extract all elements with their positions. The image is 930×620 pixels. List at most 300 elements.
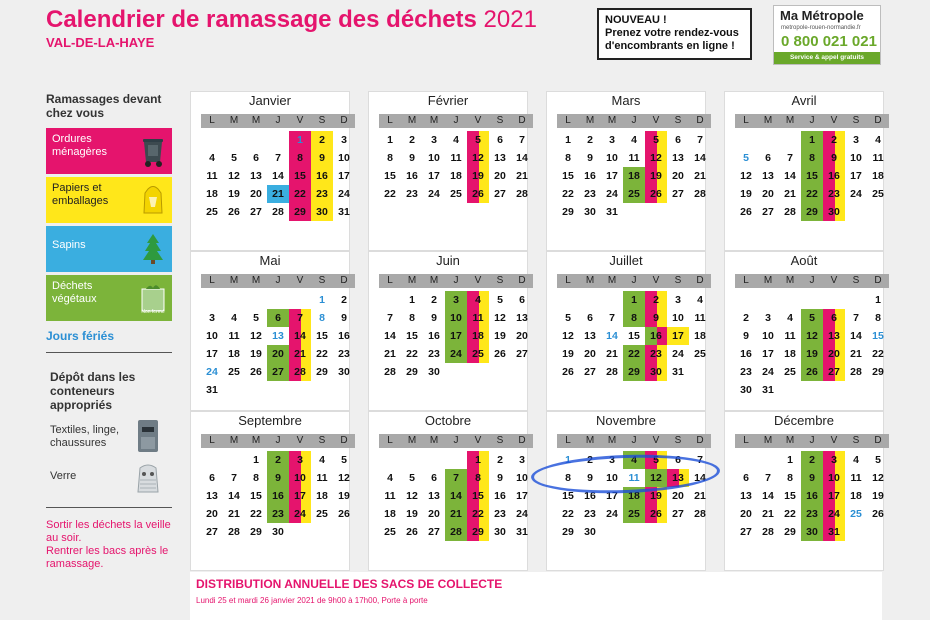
weekday-label: S bbox=[318, 275, 326, 286]
day-cell: 2 bbox=[409, 134, 415, 146]
day-cell: 9 bbox=[587, 152, 593, 164]
day-cell: 17 bbox=[606, 170, 618, 182]
weekday-label: L bbox=[387, 435, 393, 446]
day-cell: 20 bbox=[740, 508, 752, 520]
weekday-label: M bbox=[229, 115, 239, 126]
weekday-label: D bbox=[518, 435, 526, 446]
weekday-label: J bbox=[631, 275, 637, 286]
day-cell: 14 bbox=[228, 490, 240, 502]
day-cell: 11 bbox=[628, 472, 640, 484]
day-cell: 16 bbox=[801, 487, 823, 505]
day-cell: 22 bbox=[872, 348, 884, 360]
day-cell: 12 bbox=[338, 472, 350, 484]
day-cell: 9 bbox=[823, 149, 845, 167]
logo-tagline: Service & appel gratuits bbox=[774, 52, 880, 64]
weekday-label: J bbox=[453, 115, 459, 126]
day-cell: 2 bbox=[341, 294, 347, 306]
day-cell: 20 bbox=[516, 330, 528, 342]
day-cell: 18 bbox=[450, 170, 462, 182]
day-cell: 18 bbox=[784, 348, 796, 360]
day-cell: 14 bbox=[762, 490, 774, 502]
day-cell: 12 bbox=[801, 327, 823, 345]
day-cell: 2 bbox=[497, 454, 503, 466]
weekday-label: D bbox=[340, 115, 348, 126]
day-cell: 2 bbox=[801, 451, 823, 469]
tip-evening: Sortir les déchets la veille au soir. bbox=[46, 519, 171, 544]
month-name: Août bbox=[790, 253, 818, 268]
day-cell: 30 bbox=[801, 523, 823, 541]
day-cell: 12 bbox=[645, 469, 667, 487]
day-cell: 3 bbox=[341, 134, 347, 146]
online-booking-notice bbox=[597, 8, 752, 60]
day-cell: 27 bbox=[672, 508, 684, 520]
glass-container-icon bbox=[134, 462, 162, 496]
day-cell: 26 bbox=[494, 348, 506, 360]
day-cell: 25 bbox=[623, 505, 645, 523]
day-cell: 13 bbox=[206, 490, 218, 502]
weekday-label: J bbox=[631, 115, 637, 126]
day-cell: 4 bbox=[453, 134, 459, 146]
divider bbox=[46, 507, 172, 508]
weekday-label: V bbox=[474, 435, 482, 446]
weekday-label: J bbox=[453, 275, 459, 286]
day-cell: 23 bbox=[406, 188, 418, 200]
day-cell: 30 bbox=[823, 203, 845, 221]
day-cell: 2 bbox=[823, 131, 845, 149]
day-cell: 23 bbox=[311, 185, 333, 203]
day-cell: 14 bbox=[445, 487, 467, 505]
day-cell: 29 bbox=[562, 526, 574, 538]
day-cell: 29 bbox=[801, 203, 823, 221]
month-name: Mai bbox=[259, 253, 281, 268]
day-cell: 26 bbox=[562, 366, 574, 378]
weekday-label: V bbox=[652, 115, 660, 126]
weekday-label: J bbox=[631, 435, 637, 446]
day-cell: 26 bbox=[228, 206, 240, 218]
day-cell: 31 bbox=[606, 206, 618, 218]
day-cell: 26 bbox=[645, 505, 667, 523]
day-cell: 8 bbox=[319, 312, 325, 324]
weekday-label: M bbox=[407, 115, 417, 126]
day-cell: 23 bbox=[645, 345, 667, 363]
day-cell: 5 bbox=[409, 472, 415, 484]
day-cell: 3 bbox=[823, 451, 845, 469]
page-title: Calendrier de ramassage des déchets 2021 bbox=[46, 6, 537, 33]
day-cell: 10 bbox=[606, 152, 618, 164]
month-6 bbox=[546, 251, 706, 411]
day-cell: 27 bbox=[762, 206, 774, 218]
day-cell: 3 bbox=[609, 454, 615, 466]
day-cell: 6 bbox=[519, 294, 525, 306]
day-cell: 5 bbox=[253, 312, 259, 324]
month-1 bbox=[368, 91, 528, 251]
day-cell: 18 bbox=[623, 167, 645, 185]
day-cell: 24 bbox=[850, 188, 862, 200]
legend-dechets-vegetaux bbox=[46, 275, 172, 321]
commune-name: VAL-DE-LA-HAYE bbox=[46, 35, 155, 50]
day-cell: 10 bbox=[823, 469, 845, 487]
day-cell: 21 bbox=[606, 348, 618, 360]
day-cell: 22 bbox=[467, 505, 489, 523]
weekday-label: D bbox=[874, 115, 882, 126]
day-cell: 23 bbox=[823, 185, 845, 203]
day-cell: 16 bbox=[584, 490, 596, 502]
metropole-logo bbox=[773, 5, 881, 65]
weekday-label: S bbox=[852, 115, 860, 126]
day-cell: 16 bbox=[406, 170, 418, 182]
day-cell: 29 bbox=[406, 366, 418, 378]
day-cell: 25 bbox=[316, 508, 328, 520]
day-cell: 19 bbox=[250, 348, 262, 360]
day-cell: 6 bbox=[765, 152, 771, 164]
day-cell: 31 bbox=[823, 523, 845, 541]
day-cell: 26 bbox=[406, 526, 418, 538]
day-cell: 1 bbox=[289, 131, 311, 149]
weekday-label: S bbox=[852, 275, 860, 286]
day-cell: 21 bbox=[267, 185, 289, 203]
day-cell: 2 bbox=[267, 451, 289, 469]
weekday-label: D bbox=[696, 435, 704, 446]
day-cell: 30 bbox=[272, 526, 284, 538]
day-cell: 26 bbox=[250, 366, 262, 378]
day-cell: 10 bbox=[289, 469, 311, 487]
day-cell: 2 bbox=[587, 134, 593, 146]
day-cell: 29 bbox=[623, 363, 645, 381]
day-cell: 27 bbox=[206, 526, 218, 538]
weekday-label: M bbox=[763, 275, 773, 286]
day-cell: 4 bbox=[787, 312, 793, 324]
day-cell: 5 bbox=[497, 294, 503, 306]
day-cell: 15 bbox=[250, 490, 262, 502]
day-cell: 17 bbox=[338, 170, 350, 182]
day-cell: 17 bbox=[606, 490, 618, 502]
day-cell: 8 bbox=[801, 149, 823, 167]
day-cell: 3 bbox=[289, 451, 311, 469]
collection-tips bbox=[46, 519, 171, 571]
day-cell: 6 bbox=[253, 152, 259, 164]
day-cell: 3 bbox=[853, 134, 859, 146]
day-cell: 10 bbox=[516, 472, 528, 484]
day-cell: 6 bbox=[267, 309, 289, 327]
day-cell: 6 bbox=[675, 454, 681, 466]
weekday-label: L bbox=[743, 115, 749, 126]
day-cell: 18 bbox=[623, 487, 645, 505]
day-cell: 13 bbox=[667, 469, 689, 487]
day-cell: 26 bbox=[467, 185, 489, 203]
day-cell: 9 bbox=[497, 472, 503, 484]
day-cell: 24 bbox=[516, 508, 528, 520]
legend-label: Ordures ménagères bbox=[52, 133, 108, 158]
month-11 bbox=[724, 411, 884, 571]
day-cell: 8 bbox=[565, 152, 571, 164]
month-0 bbox=[190, 91, 350, 251]
day-cell: 11 bbox=[384, 490, 396, 502]
day-cell: 16 bbox=[740, 348, 752, 360]
day-cell: 1 bbox=[467, 451, 489, 469]
month-name: Avril bbox=[791, 93, 817, 108]
day-cell: 27 bbox=[584, 366, 596, 378]
day-cell: 3 bbox=[675, 294, 681, 306]
day-cell: 31 bbox=[762, 384, 774, 396]
notice-text: Prenez votre rendez-vous d'encombrants en ligne ! bbox=[605, 27, 739, 52]
day-cell: 17 bbox=[289, 487, 311, 505]
day-cell: 4 bbox=[387, 472, 393, 484]
day-cell: 16 bbox=[311, 167, 333, 185]
day-cell: 13 bbox=[762, 170, 774, 182]
day-cell: 1 bbox=[875, 294, 881, 306]
day-cell: 11 bbox=[784, 330, 796, 342]
day-cell: 13 bbox=[516, 312, 528, 324]
day-cell: 22 bbox=[250, 508, 262, 520]
day-cell: 7 bbox=[853, 312, 859, 324]
depot-textiles: Textiles, linge, chaussures bbox=[50, 424, 120, 449]
day-cell: 9 bbox=[341, 312, 347, 324]
weekday-label: J bbox=[275, 115, 281, 126]
day-cell: 17 bbox=[206, 348, 218, 360]
day-cell: 13 bbox=[250, 170, 262, 182]
depot-verre: Verre bbox=[50, 470, 77, 482]
day-cell: 16 bbox=[428, 330, 440, 342]
day-cell: 23 bbox=[428, 348, 440, 360]
day-cell: 5 bbox=[467, 131, 489, 149]
day-cell: 17 bbox=[850, 170, 862, 182]
notice-label: NOUVEAU ! bbox=[605, 14, 667, 26]
day-cell: 28 bbox=[694, 188, 706, 200]
day-cell: 24 bbox=[445, 345, 467, 363]
weekday-label: S bbox=[318, 435, 326, 446]
day-cell: 3 bbox=[209, 312, 215, 324]
day-cell: 7 bbox=[787, 152, 793, 164]
day-cell: 6 bbox=[675, 134, 681, 146]
day-cell: 8 bbox=[253, 472, 259, 484]
day-cell: 11 bbox=[228, 330, 240, 342]
day-cell: 10 bbox=[606, 472, 618, 484]
weekday-label: L bbox=[743, 435, 749, 446]
day-cell: 19 bbox=[740, 188, 752, 200]
day-cell: 15 bbox=[316, 330, 328, 342]
month-7 bbox=[724, 251, 884, 411]
day-cell: 9 bbox=[267, 469, 289, 487]
day-cell: 13 bbox=[823, 327, 845, 345]
day-cell: 30 bbox=[740, 384, 752, 396]
day-cell: 22 bbox=[406, 348, 418, 360]
day-cell: 15 bbox=[384, 170, 396, 182]
day-cell: 16 bbox=[584, 170, 596, 182]
day-cell: 22 bbox=[562, 188, 574, 200]
day-cell: 21 bbox=[694, 170, 706, 182]
day-cell: 16 bbox=[267, 487, 289, 505]
day-cell: 5 bbox=[875, 454, 881, 466]
weekday-label: D bbox=[518, 115, 526, 126]
day-cell: 27 bbox=[267, 363, 289, 381]
month-name: Janvier bbox=[249, 93, 291, 108]
weekday-label: M bbox=[607, 435, 617, 446]
weekday-label: L bbox=[209, 115, 215, 126]
day-cell: 5 bbox=[341, 454, 347, 466]
day-cell: 4 bbox=[623, 451, 645, 469]
day-cell: 16 bbox=[823, 167, 845, 185]
day-cell: 19 bbox=[494, 330, 506, 342]
weekday-label: V bbox=[474, 275, 482, 286]
day-cell: 16 bbox=[494, 490, 506, 502]
day-cell: 25 bbox=[694, 348, 706, 360]
weekday-label: J bbox=[275, 435, 281, 446]
month-5 bbox=[368, 251, 528, 411]
day-cell: 20 bbox=[428, 508, 440, 520]
day-cell: 30 bbox=[494, 526, 506, 538]
day-cell: 10 bbox=[762, 330, 774, 342]
day-cell: 8 bbox=[875, 312, 881, 324]
day-cell: 19 bbox=[562, 348, 574, 360]
textile-container-icon bbox=[137, 419, 159, 453]
day-cell: 18 bbox=[384, 508, 396, 520]
day-cell: 2 bbox=[645, 291, 667, 309]
day-cell: 11 bbox=[450, 152, 462, 164]
weekday-label: L bbox=[387, 115, 393, 126]
day-cell: 11 bbox=[850, 472, 862, 484]
day-cell: 27 bbox=[250, 206, 262, 218]
legend-jours-feries: Jours fériés bbox=[46, 329, 115, 343]
day-cell: 4 bbox=[231, 312, 237, 324]
legend-label: Sapins bbox=[52, 239, 86, 251]
non-ferme-label: Non fermé bbox=[141, 309, 165, 315]
day-cell: 15 bbox=[289, 167, 311, 185]
weekday-label: M bbox=[407, 435, 417, 446]
depot-title: Dépôt dans les conteneurs appropriés bbox=[50, 370, 136, 412]
day-cell: 25 bbox=[206, 206, 218, 218]
day-cell: 3 bbox=[431, 134, 437, 146]
page-header bbox=[46, 6, 537, 50]
day-cell: 5 bbox=[801, 309, 823, 327]
day-cell: 7 bbox=[231, 472, 237, 484]
weekday-label: V bbox=[830, 115, 838, 126]
day-cell: 11 bbox=[316, 472, 328, 484]
day-cell: 6 bbox=[209, 472, 215, 484]
day-cell: 1 bbox=[319, 294, 325, 306]
day-cell: 8 bbox=[565, 472, 571, 484]
legend-title: Ramassages devant chez vous bbox=[46, 92, 162, 120]
day-cell: 8 bbox=[467, 469, 489, 487]
day-cell: 21 bbox=[384, 348, 396, 360]
day-cell: 2 bbox=[311, 131, 333, 149]
day-cell: 17 bbox=[516, 490, 528, 502]
day-cell: 26 bbox=[801, 363, 823, 381]
day-cell: 22 bbox=[316, 348, 328, 360]
day-cell: 13 bbox=[584, 330, 596, 342]
weekday-label: D bbox=[874, 275, 882, 286]
weekday-label: V bbox=[830, 435, 838, 446]
day-cell: 15 bbox=[406, 330, 418, 342]
day-cell: 10 bbox=[672, 312, 684, 324]
day-cell: 9 bbox=[311, 149, 333, 167]
day-cell: 17 bbox=[428, 170, 440, 182]
month-name: Février bbox=[427, 93, 469, 108]
day-cell: 31 bbox=[516, 526, 528, 538]
day-cell: 23 bbox=[267, 505, 289, 523]
day-cell: 13 bbox=[740, 490, 752, 502]
day-cell: 19 bbox=[645, 487, 667, 505]
day-cell: 7 bbox=[765, 472, 771, 484]
day-cell: 23 bbox=[584, 508, 596, 520]
day-cell: 27 bbox=[823, 363, 845, 381]
day-cell: 12 bbox=[406, 490, 418, 502]
weekday-label: M bbox=[251, 115, 261, 126]
day-cell: 14 bbox=[784, 170, 796, 182]
day-cell: 29 bbox=[872, 366, 884, 378]
legend-papiers-emballages bbox=[46, 177, 172, 223]
day-cell: 28 bbox=[272, 206, 284, 218]
day-cell: 18 bbox=[206, 188, 218, 200]
day-cell: 4 bbox=[875, 134, 881, 146]
day-cell: 2 bbox=[743, 312, 749, 324]
day-cell: 6 bbox=[431, 472, 437, 484]
day-cell: 8 bbox=[387, 152, 393, 164]
day-cell: 16 bbox=[338, 330, 350, 342]
logo-phone: 0 800 021 021 bbox=[781, 33, 877, 50]
day-cell: 26 bbox=[740, 206, 752, 218]
day-cell: 15 bbox=[562, 170, 574, 182]
day-cell: 22 bbox=[562, 508, 574, 520]
day-cell: 15 bbox=[562, 490, 574, 502]
weekday-label: M bbox=[607, 115, 617, 126]
weekday-label: M bbox=[229, 275, 239, 286]
day-cell: 30 bbox=[428, 366, 440, 378]
divider bbox=[46, 352, 172, 353]
day-cell: 17 bbox=[667, 327, 689, 345]
month-3 bbox=[724, 91, 884, 251]
day-cell: 27 bbox=[672, 188, 684, 200]
day-cell: 20 bbox=[672, 170, 684, 182]
day-cell: 21 bbox=[850, 348, 862, 360]
weekday-label: J bbox=[809, 435, 815, 446]
day-cell: 14 bbox=[694, 472, 706, 484]
day-cell: 25 bbox=[467, 345, 489, 363]
day-cell: 12 bbox=[872, 472, 884, 484]
day-cell: 23 bbox=[801, 505, 823, 523]
day-cell: 7 bbox=[289, 309, 311, 327]
weekday-label: J bbox=[453, 435, 459, 446]
weekday-label: L bbox=[387, 275, 393, 286]
day-cell: 28 bbox=[384, 366, 396, 378]
day-cell: 19 bbox=[872, 490, 884, 502]
weekday-label: L bbox=[743, 275, 749, 286]
day-cell: 30 bbox=[338, 366, 350, 378]
weekday-label: M bbox=[251, 275, 261, 286]
day-cell: 26 bbox=[338, 508, 350, 520]
day-cell: 24 bbox=[289, 505, 311, 523]
day-cell: 11 bbox=[872, 152, 884, 164]
day-cell: 22 bbox=[784, 508, 796, 520]
day-cell: 6 bbox=[497, 134, 503, 146]
day-cell: 20 bbox=[823, 345, 845, 363]
day-cell: 25 bbox=[784, 366, 796, 378]
day-cell: 15 bbox=[801, 167, 823, 185]
day-cell: 2 bbox=[431, 294, 437, 306]
day-cell: 1 bbox=[409, 294, 415, 306]
day-cell: 21 bbox=[445, 505, 467, 523]
day-cell: 15 bbox=[628, 330, 640, 342]
day-cell: 29 bbox=[250, 526, 262, 538]
weekday-label: D bbox=[874, 435, 882, 446]
distribution-details: Lundi 25 et mardi 26 janvier 2021 de 9h00 à 17h00, Porte à porte bbox=[196, 596, 428, 605]
day-cell: 7 bbox=[609, 312, 615, 324]
month-name: Juin bbox=[436, 253, 460, 268]
day-cell: 28 bbox=[694, 508, 706, 520]
day-cell: 15 bbox=[872, 330, 884, 342]
day-cell: 14 bbox=[850, 330, 862, 342]
day-cell: 9 bbox=[587, 472, 593, 484]
day-cell: 9 bbox=[409, 152, 415, 164]
